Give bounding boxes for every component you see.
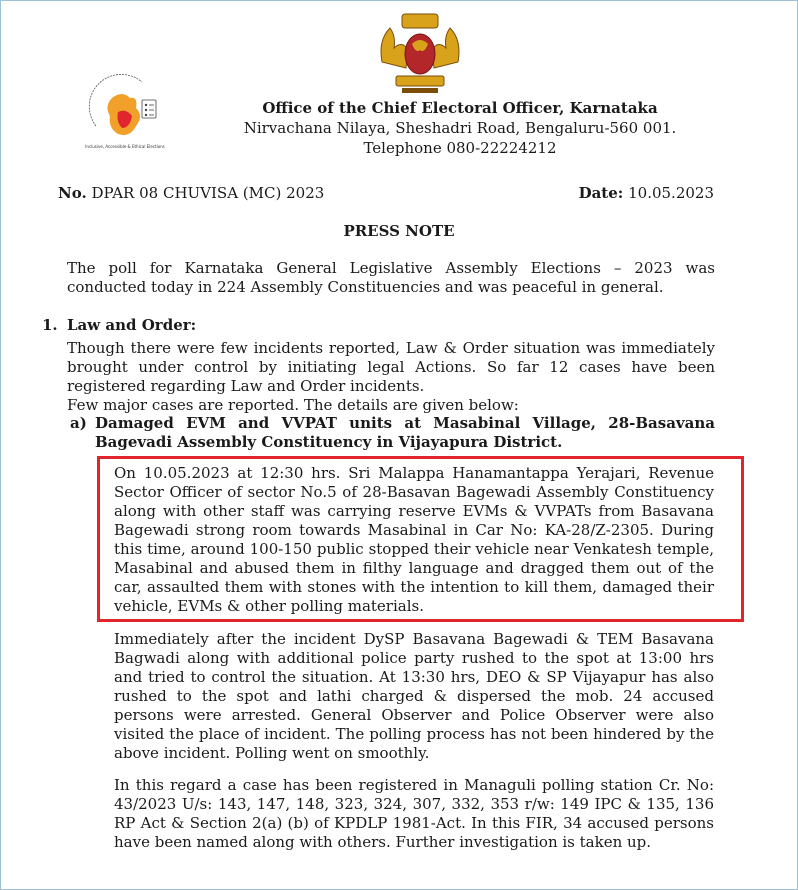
law-order-paragraph: Though there were few incidents reported, Law & Order situation was immediately brought under control by initiating legal Actions. So far 12 cases have been registered regarding Law and Order incidents.: [67, 339, 715, 395]
few-cases-paragraph: Few major cases are reported. The details are given below:: [67, 396, 519, 414]
date-label: Date:: [578, 184, 624, 202]
logo-caption: Inclusive, Accessible & Ethical Elections: [85, 144, 165, 149]
highlighted-paragraph: On 10.05.2023 at 12:30 hrs. Sri Malappa Hanamantappa Yerajari, Revenue Sector Officer of sector No.5 of 28-Basavan Bagewadi Assembly Constituency along with other staff was carrying reserve EVMs & VVPATs from Basavana Bagewadi strong room towards Masabinal in Car No: KA-28/Z-2305. During this time, around 100-150 public stopped their vehicle near Venkatesh temple, Masabinal and abused them in filthy language and dragged them out of the car, assaulted them with stones with the intention to kill them, damaged their vehicle, EVMs & other polling materials.: [114, 464, 714, 615]
ceo-karnataka-logo: [82, 68, 168, 158]
subsection-label: a): [70, 414, 87, 432]
intro-paragraph: The poll for Karnataka General Legislative Assembly Elections – 2023 was conducted today in 224 Assembly Constituencies and was peaceful in general.: [67, 259, 715, 296]
office-title: Office of the Chief Electoral Officer, Karnataka: [262, 99, 658, 117]
subsection-title: Damaged EVM and VVPAT units at Masabinal Village, 28-Basavana Bagevadi Assembly Constituency in Vijayapura District.: [95, 414, 715, 451]
ref-no-value: DPAR 08 CHUVISA (MC) 2023: [91, 184, 325, 202]
office-address: Nirvachana Nilaya, Sheshadri Road, Bengaluru-560 001.: [243, 119, 677, 137]
section-heading: [42, 315, 196, 335]
document-title: PRESS NOTE: [343, 222, 455, 240]
letterhead: [200, 98, 720, 158]
karnataka-emblem-icon: [372, 10, 468, 96]
reference-date: [579, 183, 714, 203]
ref-no-label: No.: [58, 184, 87, 202]
date-value: 10.05.2023: [628, 184, 714, 202]
section-title: Law and Order:: [67, 316, 197, 334]
case-paragraph: In this regard a case has been registered in Managuli polling station Cr. No: 43/2023 U/s: 143, 147, 148, 323, 324, 307, 332, 353 r/w: 149 IPC & 135, 136 RP Act & Section 2(a) (b) of KPDLP 1981-Act. In this FIR, 34 accused persons have been named along with others. Further investigation is taken up.: [114, 776, 714, 851]
section-number: 1.: [42, 316, 58, 334]
reference-number: [58, 183, 324, 203]
office-telephone: Telephone 080-22224212: [363, 139, 557, 157]
response-paragraph: Immediately after the incident DySP Basavana Bagewadi & TEM Basavana Bagwadi along with additional police party rushed to the spot at 13:00 hrs and tried to control the situation. At 13:30 hrs, DEO & SP Vijayapur has also rushed to the spot and lathi charged & dispersed the mob. 24 accused persons were arrested. General Observer and Police Observer were also visited the place of incident. The polling process has not been hindered by the above incident. Polling went on smoothly.: [114, 630, 714, 762]
